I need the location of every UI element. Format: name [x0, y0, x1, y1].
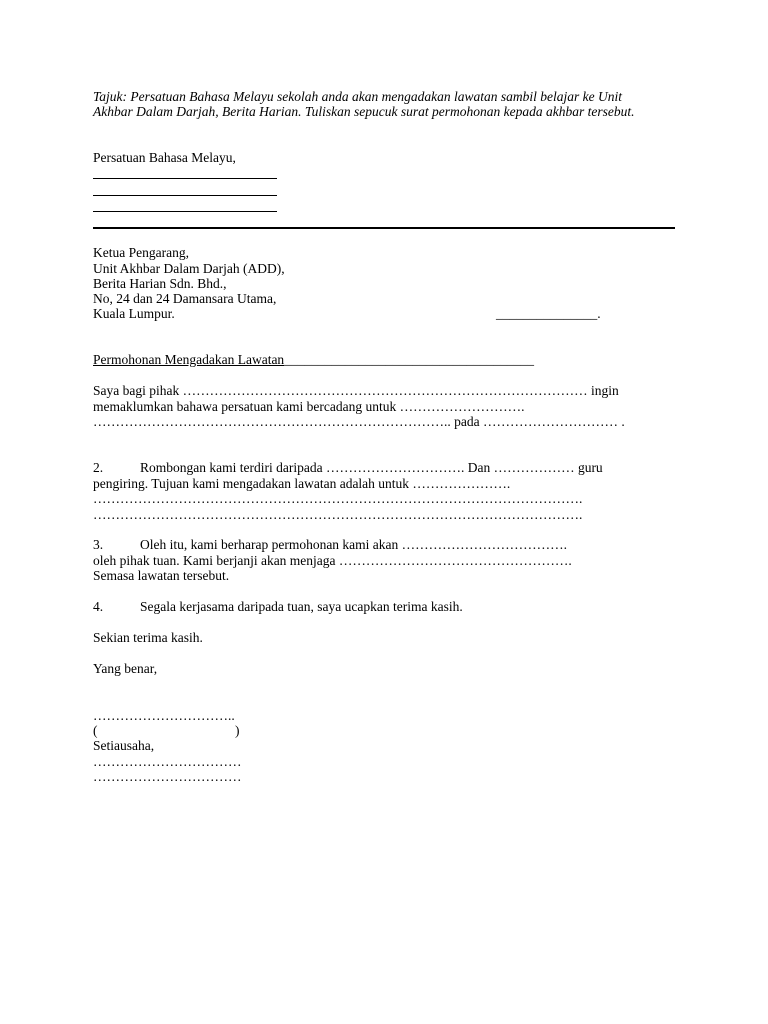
recipient-line-5: Kuala Lumpur. [93, 306, 175, 321]
paragraph-2-line-1 [93, 460, 603, 475]
paragraph-2-line-4: ………………………………………………………………………………………………. [93, 507, 583, 522]
closing-thanks: Sekian terima kasih. [93, 630, 203, 645]
instruction-line-2: Akhbar Dalam Darjah, Berita Harian. Tuliskan sepucuk surat permohonan kepada akhbar tersebut. [93, 104, 635, 119]
paragraph-4-text: Segala kerjasama daripada tuan, saya ucapkan terima kasih. [140, 599, 463, 614]
sender-name: Persatuan Bahasa Melayu, [93, 150, 236, 165]
paragraph-1-line-3: …………………………………………………………………….. pada ………………………… . [93, 414, 625, 429]
subject-line [93, 352, 534, 367]
subject-blank: _____________________________________ [284, 352, 534, 367]
recipient-line-1: Ketua Pengarang, [93, 245, 189, 260]
paragraph-3-line-2: oleh pihak tuan. Kami berjanji akan menjaga ……………………………………………. [93, 553, 572, 568]
closing-regards: Yang benar, [93, 661, 158, 676]
paragraph-1-line-1: Saya bagi pihak ……………………………………………………………………………… ingin [93, 383, 619, 398]
paragraph-2-line-3: ………………………………………………………………………………………………. [93, 491, 583, 506]
paragraph-2-line-2: pengiring. Tujuan kami mengadakan lawatan adalah untuk …………………. [93, 476, 511, 491]
sender-address-line-1 [93, 178, 277, 179]
signer-role: Setiausaha, [93, 738, 155, 753]
subject-title: Permohonan Mengadakan Lawatan [93, 352, 285, 367]
paragraph-2-text: Rombongan kami terdiri daripada …………………………. Dan ……………… guru [140, 460, 603, 475]
instruction-line-1: Tajuk: Persatuan Bahasa Melayu sekolah anda akan mengadakan lawatan sambil belajar ke Unit [93, 89, 622, 104]
paragraph-2-number: 2. [93, 460, 104, 475]
name-paren-open: ( [93, 723, 98, 738]
recipient-line-4: No, 24 dan 24 Damansara Utama, [93, 291, 277, 306]
signature-dots: ………………………….. [93, 708, 235, 723]
sender-address-line-2 [93, 195, 277, 196]
paragraph-3-line-1 [93, 537, 567, 552]
sender-address-line-3 [93, 211, 277, 212]
paragraph-3-text: Oleh itu, kami berharap permohonan kami akan ………………………………. [140, 537, 568, 552]
recipient-line-2: Unit Akhbar Dalam Darjah (ADD), [93, 261, 285, 276]
recipient-line-3: Berita Harian Sdn. Bhd., [93, 276, 227, 291]
paragraph-4-number: 4. [93, 599, 104, 614]
name-paren-close: ) [235, 723, 240, 738]
signer-dots-1: …………………………… [93, 754, 242, 769]
paragraph-1-line-2: memaklumkan bahawa persatuan kami bercadang untuk ………………………. [93, 399, 525, 414]
paragraph-4-line-1 [93, 599, 463, 614]
signer-dots-2: …………………………… [93, 769, 242, 784]
paragraph-3-line-3: Semasa lawatan tersebut. [93, 568, 230, 583]
date-blank: _______________. [496, 306, 601, 321]
header-divider [93, 227, 675, 229]
paragraph-3-number: 3. [93, 537, 104, 552]
